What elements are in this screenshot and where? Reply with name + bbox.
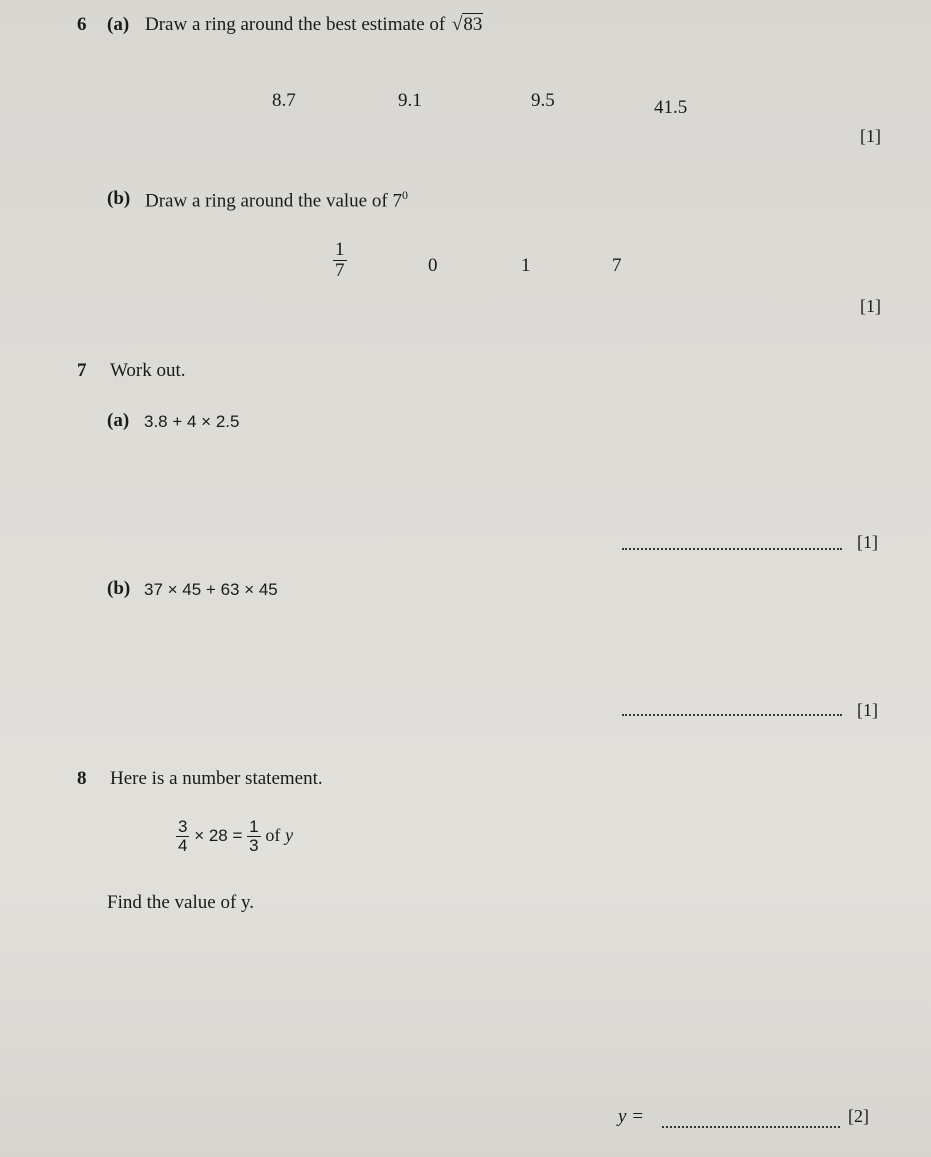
q6a-option-2[interactable]: 9.1 [398, 90, 422, 111]
power-base: 7 [392, 190, 402, 212]
q7-number: 7 [77, 360, 87, 381]
q7a-expression: 3.8 + 4 × 2.5 [144, 412, 240, 431]
radicand: 83 [463, 14, 483, 35]
q6b-label: (b) [107, 188, 131, 209]
q8-number: 8 [77, 768, 87, 789]
q8-instruction: Find the value of y. [107, 892, 255, 913]
sqrt-expression [450, 14, 483, 36]
fraction-three-quarters [176, 818, 189, 855]
fraction-one-seventh [333, 240, 347, 281]
times-28-equals: × 28 = [194, 825, 243, 845]
q8-answer-label: y = [618, 1106, 645, 1127]
q6b-prompt: Draw a ring around the value of [145, 190, 388, 212]
q8-marks: [2] [848, 1106, 869, 1126]
q6b-text [145, 188, 408, 212]
fraction-numerator: 1 [249, 817, 259, 836]
q6a-text [145, 14, 483, 36]
q6a-marks: [1] [860, 126, 881, 146]
q7b-answer-line[interactable] [622, 714, 842, 716]
sqrt-symbol: √ [451, 14, 463, 35]
q6b-marks: [1] [860, 296, 881, 316]
q6a-prompt: Draw a ring around the best estimate of [145, 14, 446, 35]
q8-statement [176, 818, 293, 855]
q8-intro: Here is a number statement. [110, 768, 323, 789]
q6-number: 6 [77, 14, 87, 35]
fraction-denominator: 7 [335, 259, 345, 281]
q6b-option-3[interactable]: 1 [521, 255, 531, 276]
q6a-option-1[interactable]: 8.7 [272, 90, 296, 111]
power-exponent: 0 [401, 188, 408, 202]
q7a-marks: [1] [857, 532, 878, 552]
q7b-expression: 37 × 45 + 63 × 45 [144, 580, 278, 599]
fraction-denominator: 3 [249, 835, 259, 855]
q7a-answer-line[interactable] [622, 548, 842, 550]
q6a-label: (a) [107, 14, 130, 35]
fraction-numerator: 3 [178, 817, 188, 836]
q6b-option-fraction[interactable] [333, 240, 347, 281]
fraction-numerator: 1 [335, 239, 345, 260]
q6a-option-3[interactable]: 9.5 [531, 90, 555, 111]
q7b-label: (b) [107, 578, 131, 599]
q7-intro: Work out. [110, 360, 186, 381]
q6b-option-4[interactable]: 7 [612, 255, 622, 276]
fraction-one-third [247, 818, 260, 855]
q7a-label: (a) [107, 410, 130, 431]
fraction-denominator: 4 [178, 835, 188, 855]
q6a-option-4[interactable]: 41.5 [654, 97, 688, 118]
q8-answer-line[interactable] [662, 1126, 840, 1128]
variable-y: y [285, 824, 294, 845]
of-text: of [265, 824, 281, 845]
q7b-marks: [1] [857, 700, 878, 720]
q6b-option-2[interactable]: 0 [428, 255, 438, 276]
